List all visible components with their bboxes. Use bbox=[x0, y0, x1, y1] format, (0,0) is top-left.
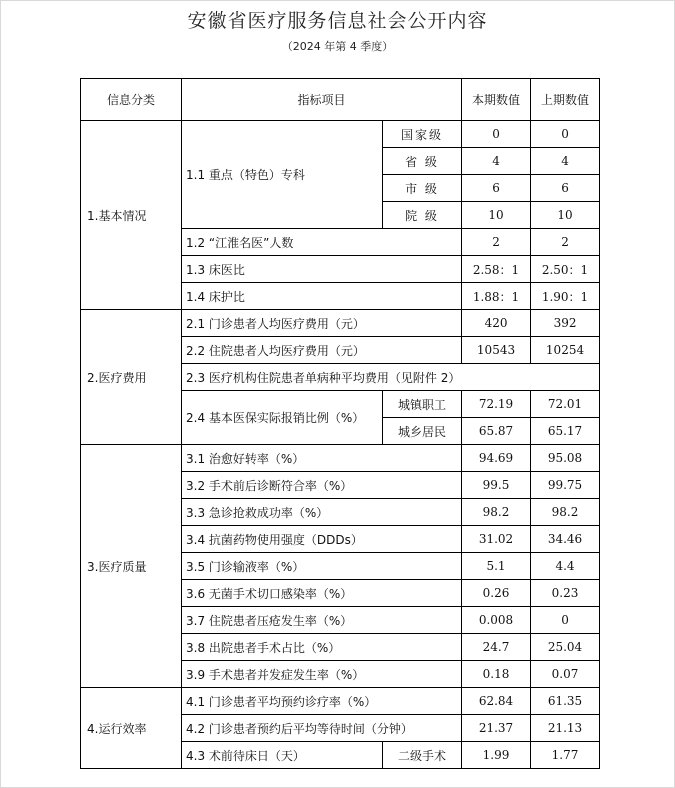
item-label: 2.2 住院患者人均医疗费用（元） bbox=[182, 337, 462, 364]
info-table bbox=[80, 78, 600, 769]
item-label: 1.2 “江淮名医”人数 bbox=[182, 229, 462, 256]
value-current: 0 bbox=[462, 121, 531, 148]
header-previous: 上期数值 bbox=[531, 79, 600, 121]
value-previous: 61.35 bbox=[531, 688, 600, 715]
value-previous: 10 bbox=[531, 202, 600, 229]
value-current: 5.1 bbox=[462, 553, 531, 580]
value-previous: 6 bbox=[531, 175, 600, 202]
value-current: 0.26 bbox=[462, 580, 531, 607]
item-specialty: 1.1 重点（特色）专科 bbox=[182, 121, 383, 229]
item-label: 3.1 治愈好转率（%） bbox=[182, 445, 462, 472]
value-current: 10543 bbox=[462, 337, 531, 364]
value-current: 0.008 bbox=[462, 607, 531, 634]
sub-label: 市 级 bbox=[383, 175, 462, 202]
item-label: 4.2 门诊患者预约后平均等待时间（分钟） bbox=[182, 715, 462, 742]
item-label: 3.3 急诊抢救成功率（%） bbox=[182, 499, 462, 526]
item-label: 2.1 门诊患者人均医疗费用（元） bbox=[182, 310, 462, 337]
category-cost: 2.医疗费用 bbox=[81, 310, 182, 445]
value-current: 4 bbox=[462, 148, 531, 175]
category-quality: 3.医疗质量 bbox=[81, 445, 182, 688]
table-row bbox=[81, 310, 600, 337]
item-single-disease-cost: 2.3 医疗机构住院患者单病种平均费用（见附件 2） bbox=[182, 364, 600, 391]
value-previous: 98.2 bbox=[531, 499, 600, 526]
sub-label: 院 级 bbox=[383, 202, 462, 229]
value-current: 31.02 bbox=[462, 526, 531, 553]
value-current: 65.87 bbox=[462, 418, 531, 445]
item-label: 1.4 床护比 bbox=[182, 283, 462, 310]
value-previous: 34.46 bbox=[531, 526, 600, 553]
value-previous: 72.01 bbox=[531, 391, 600, 418]
sub-label: 城镇职工 bbox=[383, 391, 462, 418]
item-label: 4.3 术前待床日（天） bbox=[182, 742, 383, 769]
value-previous: 0.23 bbox=[531, 580, 600, 607]
sub-label: 国家级 bbox=[383, 121, 462, 148]
item-label: 3.5 门诊输液率（%） bbox=[182, 553, 462, 580]
value-current: 98.2 bbox=[462, 499, 531, 526]
value-current: 94.69 bbox=[462, 445, 531, 472]
value-previous: 4.4 bbox=[531, 553, 600, 580]
value-previous: 0 bbox=[531, 607, 600, 634]
value-current: 10 bbox=[462, 202, 531, 229]
item-label: 1.3 床医比 bbox=[182, 256, 462, 283]
value-previous: 65.17 bbox=[531, 418, 600, 445]
table-row bbox=[81, 688, 600, 715]
table-row bbox=[81, 445, 600, 472]
value-current: 1.99 bbox=[462, 742, 531, 769]
table-row bbox=[81, 121, 600, 148]
value-previous: 2.50：1 bbox=[531, 256, 600, 283]
item-label: 4.1 门诊患者平均预约诊疗率（%） bbox=[182, 688, 462, 715]
item-label: 3.8 出院患者手术占比（%） bbox=[182, 634, 462, 661]
value-previous: 95.08 bbox=[531, 445, 600, 472]
category-basic: 1.基本情况 bbox=[81, 121, 182, 310]
header-item: 指标项目 bbox=[182, 79, 462, 121]
value-previous: 21.13 bbox=[531, 715, 600, 742]
page-title: 安徽省医疗服务信息社会公开内容 bbox=[187, 10, 488, 32]
value-previous: 2 bbox=[531, 229, 600, 256]
value-previous: 1.77 bbox=[531, 742, 600, 769]
value-current: 62.84 bbox=[462, 688, 531, 715]
page-subtitle: （2024 年第 4 季度） bbox=[281, 40, 394, 53]
value-previous: 25.04 bbox=[531, 634, 600, 661]
value-current: 2 bbox=[462, 229, 531, 256]
sub-label: 二级手术 bbox=[383, 742, 462, 769]
value-previous: 392 bbox=[531, 310, 600, 337]
value-current: 99.5 bbox=[462, 472, 531, 499]
sub-label: 省 级 bbox=[383, 148, 462, 175]
value-previous: 4 bbox=[531, 148, 600, 175]
value-previous: 10254 bbox=[531, 337, 600, 364]
value-current: 21.37 bbox=[462, 715, 531, 742]
value-previous: 1.90：1 bbox=[531, 283, 600, 310]
value-previous: 99.75 bbox=[531, 472, 600, 499]
value-current: 1.88：1 bbox=[462, 283, 531, 310]
item-label: 3.6 无菌手术切口感染率（%） bbox=[182, 580, 462, 607]
sub-label: 城乡居民 bbox=[383, 418, 462, 445]
value-current: 24.7 bbox=[462, 634, 531, 661]
item-label: 3.7 住院患者压疮发生率（%） bbox=[182, 607, 462, 634]
value-current: 2.58：1 bbox=[462, 256, 531, 283]
header-current: 本期数值 bbox=[462, 79, 531, 121]
item-label: 3.4 抗菌药物使用强度（DDDs） bbox=[182, 526, 462, 553]
item-label: 3.2 手术前后诊断符合率（%） bbox=[182, 472, 462, 499]
category-efficiency: 4.运行效率 bbox=[81, 688, 182, 769]
value-previous: 0.07 bbox=[531, 661, 600, 688]
value-previous: 0 bbox=[531, 121, 600, 148]
header-category: 信息分类 bbox=[81, 79, 182, 121]
item-label: 3.9 手术患者并发症发生率（%） bbox=[182, 661, 462, 688]
table-header-row bbox=[81, 79, 600, 121]
value-current: 72.19 bbox=[462, 391, 531, 418]
item-insurance: 2.4 基本医保实际报销比例（%） bbox=[182, 391, 383, 445]
value-current: 0.18 bbox=[462, 661, 531, 688]
value-current: 420 bbox=[462, 310, 531, 337]
value-current: 6 bbox=[462, 175, 531, 202]
